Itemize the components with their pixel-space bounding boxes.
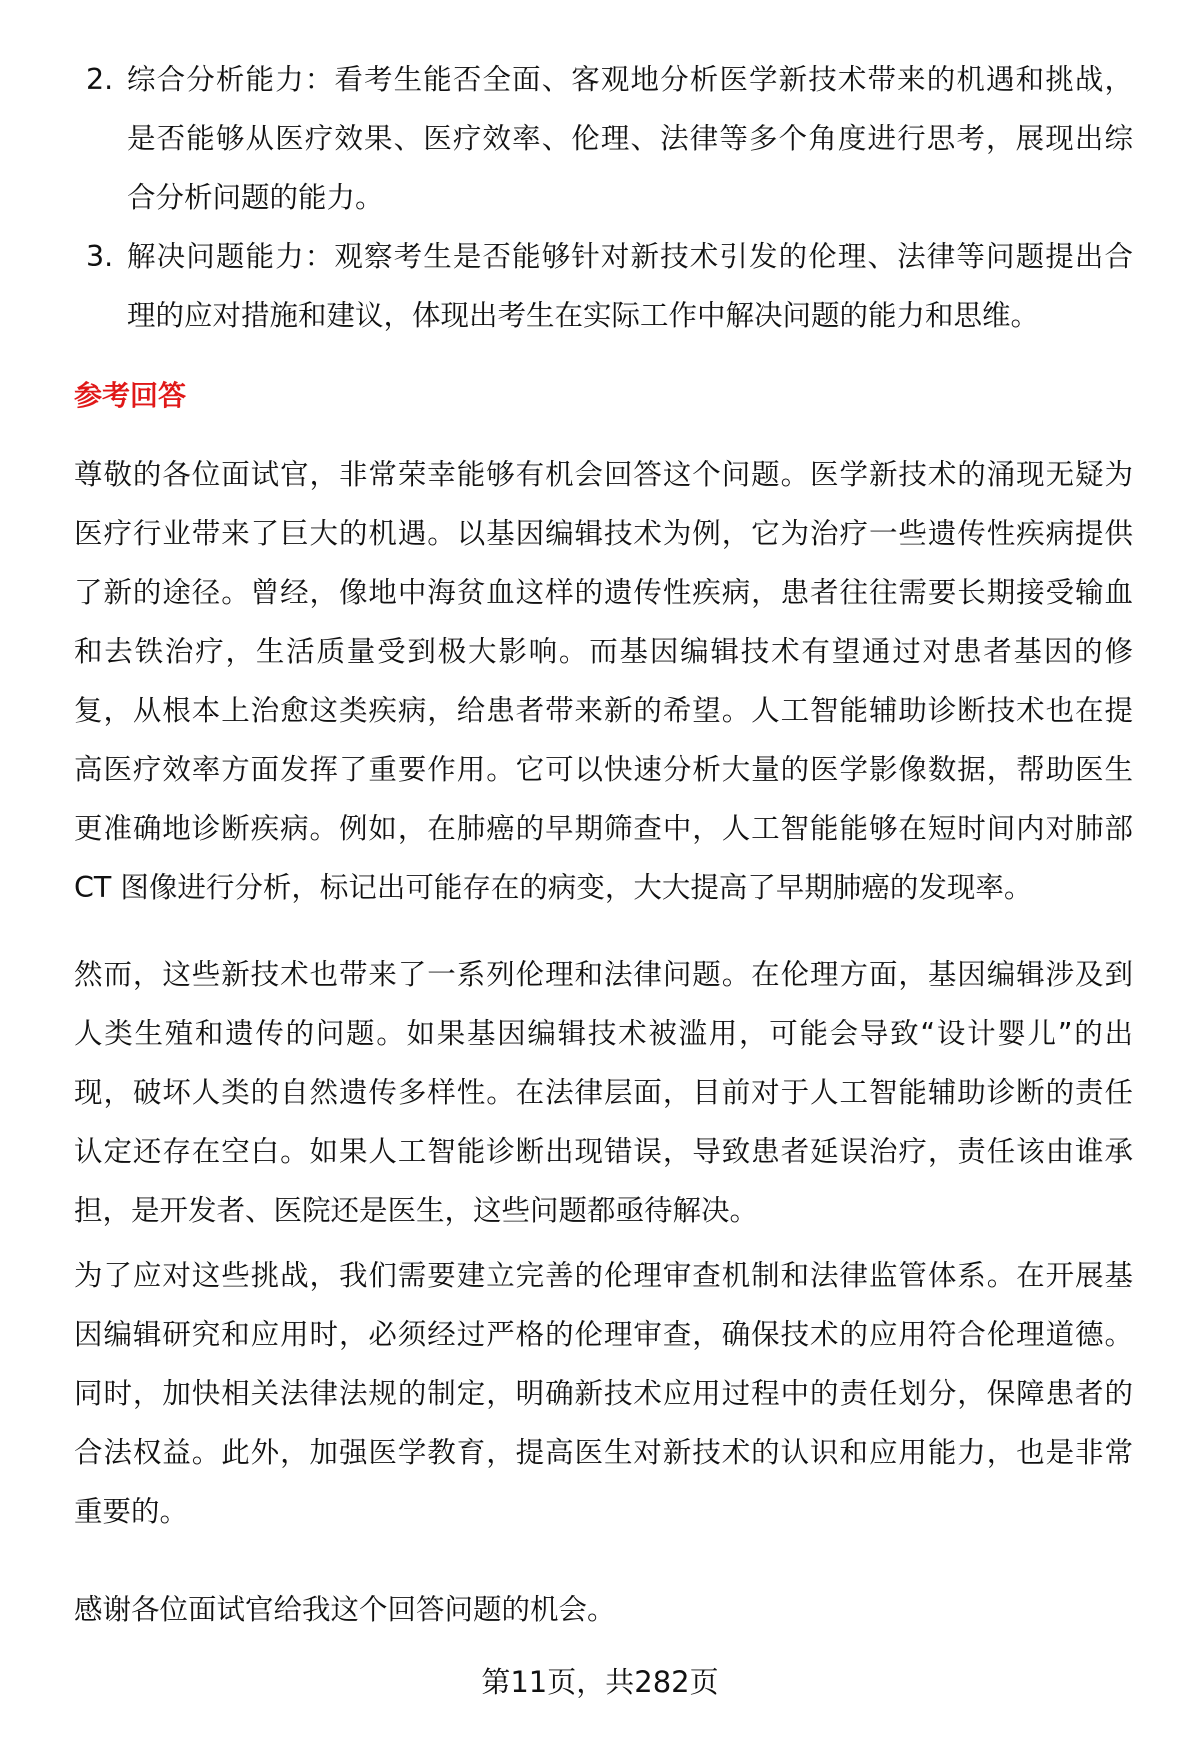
paragraph-line: 现，破坏人类的自然遗传多样性。在法律层面，目前对于人工智能辅助诊断的责任 [74,1076,1133,1109]
page-number: 第11页，共282页 [481,1665,719,1699]
list-number: 2. [86,63,114,96]
paragraph-line: 复，从根本上治愈这类疾病，给患者带来新的希望。人工智能辅助诊断技术也在提 [74,694,1133,727]
paragraph-line: 为了应对这些挑战，我们需要建立完善的伦理审查机制和法律监管体系。在开展基 [74,1259,1133,1292]
list-number: 3. [86,240,114,273]
paragraph-line: 担，是开发者、医院还是医生，这些问题都亟待解决。 [74,1194,759,1227]
paragraph-line: 因编辑研究和应用时，必须经过严格的伦理审查，确保技术的应用符合伦理道德。 [74,1318,1133,1351]
list-item-text-line: 合分析问题的能力。 [127,181,384,214]
list-item-text-line: 理的应对措施和建议，体现出考生在实际工作中解决问题的能力和思维。 [127,299,1040,332]
paragraph-line: 同时，加快相关法律法规的制定，明确新技术应用过程中的责任划分，保障患者的 [74,1377,1133,1410]
paragraph-line: 感谢各位面试官给我这个回答问题的机会。 [74,1593,616,1626]
paragraph-line: CT 图像进行分析，标记出可能存在的病变，大大提高了早期肺癌的发现率。 [74,871,1033,904]
paragraph-line: 医疗行业带来了巨大的机遇。以基因编辑技术为例，它为治疗一些遗传性疾病提供 [74,517,1133,550]
paragraph-line: 尊敬的各位面试官，非常荣幸能够有机会回答这个问题。医学新技术的涌现无疑为 [74,458,1133,491]
paragraph-line: 高医疗效率方面发挥了重要作用。它可以快速分析大量的医学影像数据，帮助医生 [74,753,1133,786]
paragraph-line: 了新的途径。曾经，像地中海贫血这样的遗传性疾病，患者往往需要长期接受输血 [74,576,1133,609]
paragraph-line: 更准确地诊断疾病。例如，在肺癌的早期筛查中，人工智能能够在短时间内对肺部 [74,812,1133,845]
paragraph-line: 然而，这些新技术也带来了一系列伦理和法律问题。在伦理方面，基因编辑涉及到 [74,958,1133,991]
paragraph-line: 合法权益。此外，加强医学教育，提高医生对新技术的认识和应用能力，也是非常 [74,1436,1133,1469]
list-item-text-line: 解决问题能力：观察考生是否能够针对新技术引发的伦理、法律等问题提出合 [127,240,1133,273]
paragraph-line: 人类生殖和遗传的问题。如果基因编辑技术被滥用，可能会导致“设计婴儿”的出 [74,1017,1133,1050]
section-heading: 参考回答 [74,379,187,412]
paragraph-line: 重要的。 [74,1495,189,1528]
paragraph-line: 认定还存在空白。如果人工智能诊断出现错误，导致患者延误治疗，责任该由谁承 [74,1135,1133,1168]
list-item-text-line: 综合分析能力：看考生能否全面、客观地分析医学新技术带来的机遇和挑战， [127,63,1133,96]
paragraph-line: 和去铁治疗，生活质量受到极大影响。而基因编辑技术有望通过对患者基因的修 [74,635,1133,668]
list-item-text-line: 是否能够从医疗效果、医疗效率、伦理、法律等多个角度进行思考，展现出综 [127,122,1133,155]
